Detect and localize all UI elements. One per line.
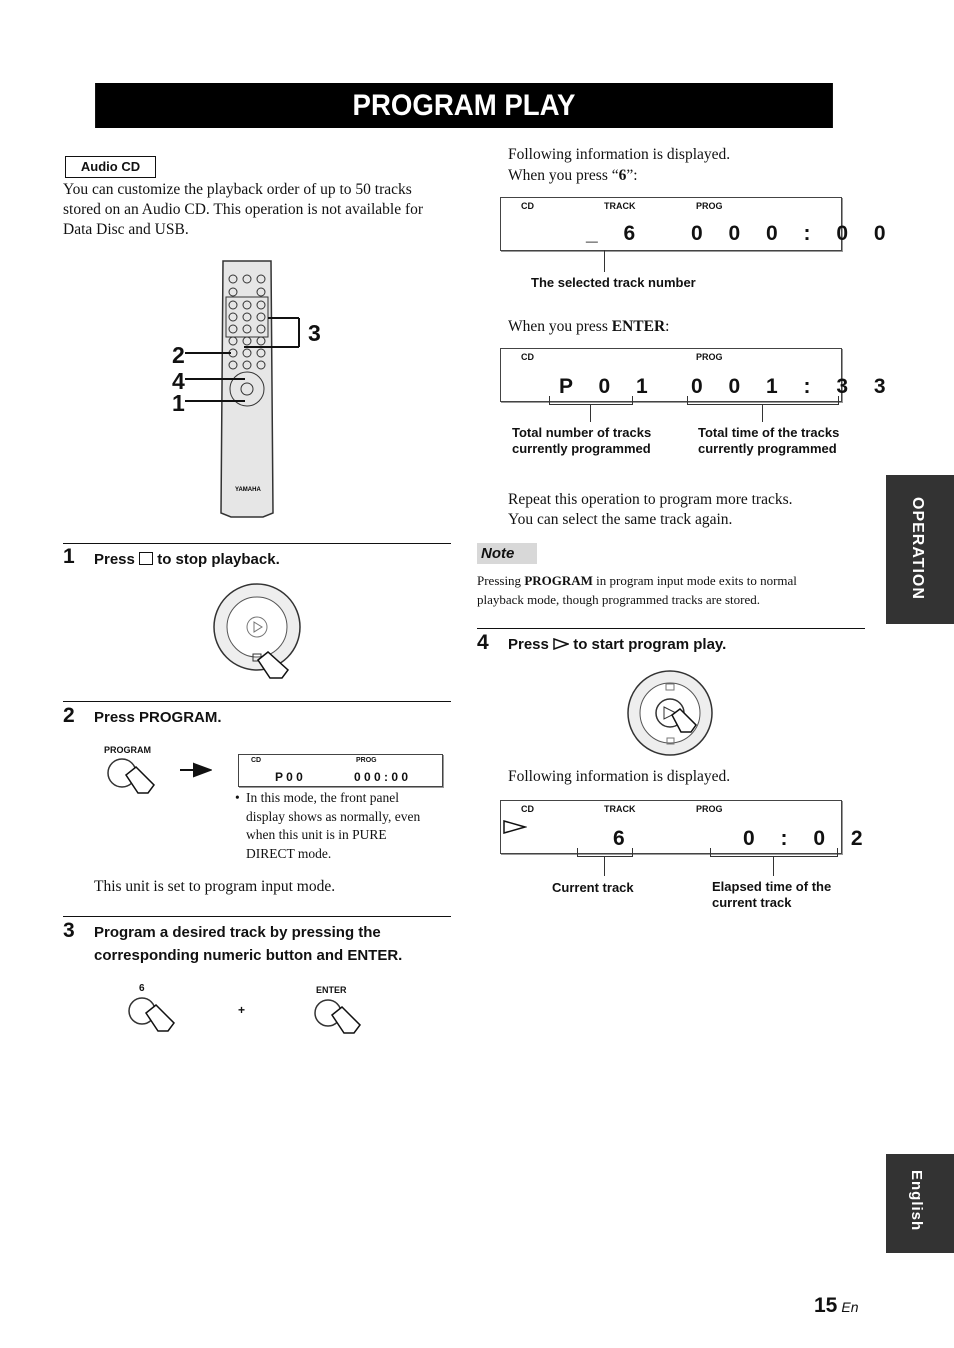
step2-number: 2 — [63, 704, 75, 727]
page-title: PROGRAM PLAY — [95, 83, 833, 128]
program-button-label: PROGRAM — [104, 745, 151, 755]
bracket-total-tracks — [549, 396, 633, 405]
intro-text: You can customize the playback order of up to 50 tracks stored on an Audio CD. This operation is not available for Data Disc and USB. — [63, 181, 424, 238]
enter-button-label: ENTER — [316, 985, 347, 995]
step3-number: 3 — [63, 919, 75, 942]
caption-elapsed-time: Elapsed time of the current track — [712, 879, 832, 910]
play-indicator-icon — [503, 819, 527, 835]
step3-rule — [63, 916, 451, 917]
callout-1: 1 — [172, 390, 185, 416]
repeat-text: Repeat this operation to program more tracks. You can select the same track again. — [508, 491, 793, 528]
pure-direct-bullet: • In this mode, the front panel display shows as normally, even when this unit is in PURE DIRECT mode. — [235, 790, 421, 861]
following-text-2: Following information is displayed. — [508, 768, 731, 785]
cap1-leader — [604, 250, 605, 272]
side-tab-english: English — [886, 1154, 954, 1253]
step4-number: 4 — [477, 631, 489, 654]
enter-button-press — [312, 995, 367, 1040]
step2-text: Press PROGRAM. — [94, 709, 222, 726]
program-button-press — [104, 755, 164, 800]
page-number: 15 En — [814, 1294, 859, 1317]
button-6-press — [126, 993, 181, 1038]
caption-current-track: Current track — [552, 880, 634, 895]
bracket-elapsed-time — [710, 848, 838, 857]
callout-3: 3 — [308, 320, 321, 346]
remote-control-illustration — [165, 255, 345, 525]
play-icon — [553, 638, 569, 650]
stop-icon — [139, 552, 153, 565]
caption-selected-track: The selected track number — [531, 275, 696, 290]
step1-text: Press to stop playback. — [94, 551, 280, 568]
note-label: Note — [477, 543, 537, 564]
caption-total-tracks: Total number of tracks currently programmed — [512, 425, 652, 456]
note-text: Pressing PROGRAM in program input mode exits to normal playback mode, though programmed tracks are stored. — [477, 573, 797, 607]
step1-number: 1 — [63, 545, 75, 568]
following-text-1: Following information is displayed. — [508, 146, 731, 163]
play-button-illustration — [624, 670, 716, 758]
side-tab-operation: OPERATION — [886, 475, 954, 624]
lcd-display-3: CD TRACK PROG 6 0 : 0 2 — [500, 800, 842, 854]
step4-rule — [477, 628, 865, 629]
when-press-6: When you press “6”: — [508, 167, 638, 184]
step3-text: Program a desired track by pressing the corresponding numeric button and ENTER. — [94, 924, 403, 964]
plus-sign: + — [238, 1003, 246, 1017]
remote-brand: YAMAHA — [235, 487, 261, 493]
button-6-label: 6 — [139, 983, 145, 994]
audio-cd-tag: Audio CD — [65, 156, 156, 178]
bracket-total-time — [687, 396, 839, 405]
callout-4: 4 — [172, 368, 185, 394]
step1-rule — [63, 543, 451, 544]
step2-rule — [63, 701, 451, 702]
step4-text: Press to start program play. — [508, 636, 727, 653]
stop-button-illustration — [210, 580, 305, 680]
bracket-current-track — [577, 848, 633, 857]
lcd-display-1: CD TRACK PROG _ 6 0 0 0 : 0 0 — [500, 197, 842, 251]
caption-total-time: Total time of the tracks currently programmed — [698, 425, 840, 456]
program-lcd-small: CD PROG P 0 0 0 0 0 : 0 0 — [238, 754, 443, 787]
lcd-display-2: CD PROG P 0 1 0 0 1 : 3 3 — [500, 348, 842, 402]
arrow-right-icon — [180, 762, 212, 778]
callout-2: 2 — [172, 342, 185, 368]
program-mode-text: This unit is set to program input mode. — [94, 878, 336, 895]
when-press-enter: When you press ENTER: — [508, 318, 670, 335]
